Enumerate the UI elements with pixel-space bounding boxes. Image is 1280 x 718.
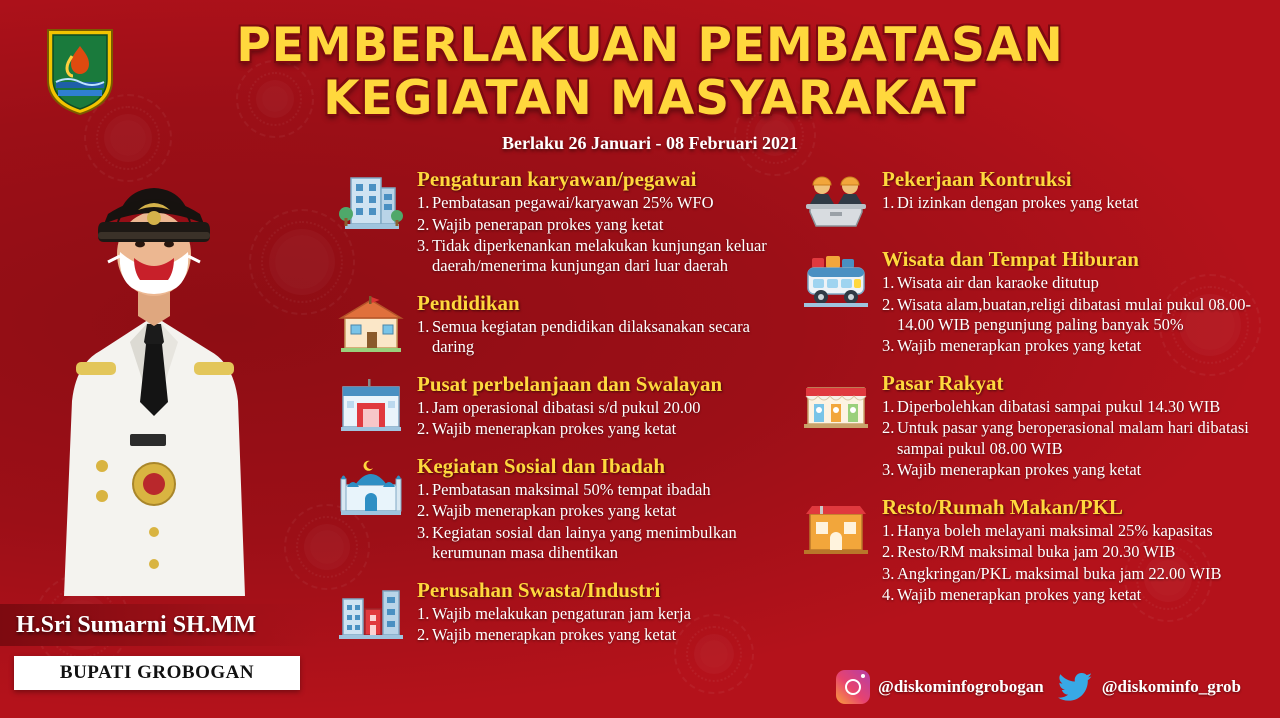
list-item: Pembatasan pegawai/karyawan 25% WFO	[432, 193, 714, 213]
mosque-icon	[335, 455, 407, 521]
section-pusat-perbelanjaan	[335, 373, 790, 441]
twitter-icon[interactable]	[1058, 672, 1094, 702]
school-icon	[335, 292, 407, 358]
section-title: Pasar Rakyat	[882, 370, 1004, 395]
official-name: H.Sri Sumarni SH.MM	[16, 611, 257, 638]
right-column	[800, 168, 1270, 621]
section-list	[882, 193, 1270, 213]
section-title: Wisata dan Tempat Hiburan	[882, 247, 1139, 271]
section-title: Perusahan Swasta/Industri	[417, 577, 661, 602]
page-title-line1: PEMBERLAKUAN PEMBATASAN	[236, 18, 1064, 73]
list-item: Jam operasional dibatasi s/d pukul 20.00	[432, 398, 701, 417]
official-role: BUPATI GROBOGAN	[59, 662, 255, 683]
official-role-bar	[14, 656, 300, 690]
section-title: Pusat perbelanjaan dan Swalayan	[417, 371, 723, 396]
section-kegiatan-sosial-ibadah	[335, 455, 790, 565]
section-title: Kegiatan Sosial dan Ibadah	[417, 453, 666, 478]
list-item: Wajib menerapkan prokes yang ketat	[897, 585, 1142, 605]
poster-subtitle: Berlaku 26 Januari - 08 Februari 2021	[502, 133, 798, 154]
list-item: Di izinkan dengan prokes yang ketat	[897, 193, 1139, 213]
list-item: Semua kegiatan pendidikan dilaksanakan secara daring	[432, 317, 750, 357]
section-title: Resto/Rumah Makan/PKL	[882, 494, 1123, 519]
list-item: Wajib menerapkan prokes yang ketat	[432, 625, 677, 645]
construction-worker-icon	[800, 168, 872, 234]
section-pasar-rakyat	[800, 372, 1270, 482]
list-item: Wajib menerapkan prokes yang ketat	[432, 501, 677, 521]
instagram-icon[interactable]	[836, 670, 870, 704]
factory-icon	[335, 579, 407, 645]
section-title: Pekerjaan Kontruksi	[882, 167, 1072, 191]
instagram-handle: @diskominfogrobogan	[878, 677, 1044, 696]
list-item: Kegiatan sosial dan lainya yang menimbulkan kerumunan masa dihentikan	[432, 522, 737, 563]
list-item: Angkringan/PKL maksimal buka jam 22.00 WIB	[897, 563, 1222, 583]
grobogan-crest-icon	[42, 24, 118, 116]
restaurant-icon	[800, 496, 872, 562]
list-item: Wajib menerapkan prokes yang ketat	[897, 460, 1142, 480]
section-list	[882, 521, 1270, 606]
page-title-line2: KEGIATAN MASYARAKAT	[323, 70, 977, 126]
social-footer	[836, 670, 1241, 704]
left-column	[335, 168, 790, 661]
tourism-bus-icon	[800, 248, 872, 314]
list-item: Resto/RM maksimal buka jam 20.30 WIB	[897, 542, 1176, 562]
list-item: Tidak diperkenankan melakukan kunjungan keluar daerah/menerima kunjungan dari luar daerah	[432, 236, 767, 276]
list-item: Hanya boleh melayani maksimal 25% kapasitas	[897, 520, 1213, 540]
twitter-handle-group[interactable]	[1058, 672, 1241, 702]
section-perusahan-swasta	[335, 579, 790, 647]
twitter-handle: @diskominfo_grob	[1101, 677, 1241, 696]
section-title: Pengaturan karyawan/pegawai	[417, 167, 697, 191]
section-resto-rumah-makan-pkl	[800, 496, 1270, 607]
list-item: Wisata air dan karaoke ditutup	[897, 273, 1099, 293]
list-item: Pembatasan maksimal 50% tempat ibadah	[432, 480, 711, 499]
section-pendidikan	[335, 292, 790, 359]
section-list	[417, 317, 790, 358]
list-item: Wajib penerapan prokes yang ketat	[432, 214, 664, 234]
section-wisata-hiburan	[800, 248, 1270, 358]
shopping-mall-icon	[335, 373, 407, 439]
section-pengaturan-karyawan	[335, 168, 790, 278]
official-name-bar	[0, 604, 318, 646]
list-item: Wajib melakukan pengaturan jam kerja	[432, 603, 691, 623]
section-list	[417, 398, 790, 440]
list-item: Diperbolehkan dibatasi sampai pukul 14.30 WIB	[897, 397, 1221, 416]
section-list	[417, 604, 790, 646]
portrait-panel	[0, 120, 320, 718]
section-list	[882, 273, 1270, 357]
office-building-icon	[335, 168, 407, 234]
instagram-handle-group[interactable]	[836, 670, 1044, 704]
section-list	[882, 397, 1270, 481]
list-item: Wisata alam,buatan,religi dibatasi mulai pukul 08.00-14.00 WIB pengunjung paling banyak 50%	[897, 294, 1251, 334]
list-item: Wajib menerapkan prokes yang ketat	[432, 419, 677, 439]
section-list	[417, 193, 790, 277]
bupati-portrait	[42, 166, 267, 596]
list-item: Untuk pasar yang beroperasional malam hari dibatasi sampai pukul 08.00 WIB	[897, 418, 1249, 458]
section-list	[417, 480, 790, 564]
market-icon	[800, 372, 872, 438]
list-item: Wajib menerapkan prokes yang ketat	[897, 336, 1142, 356]
section-pekerjaan-kontruksi	[800, 168, 1270, 234]
section-title: Pendidikan	[417, 290, 520, 315]
